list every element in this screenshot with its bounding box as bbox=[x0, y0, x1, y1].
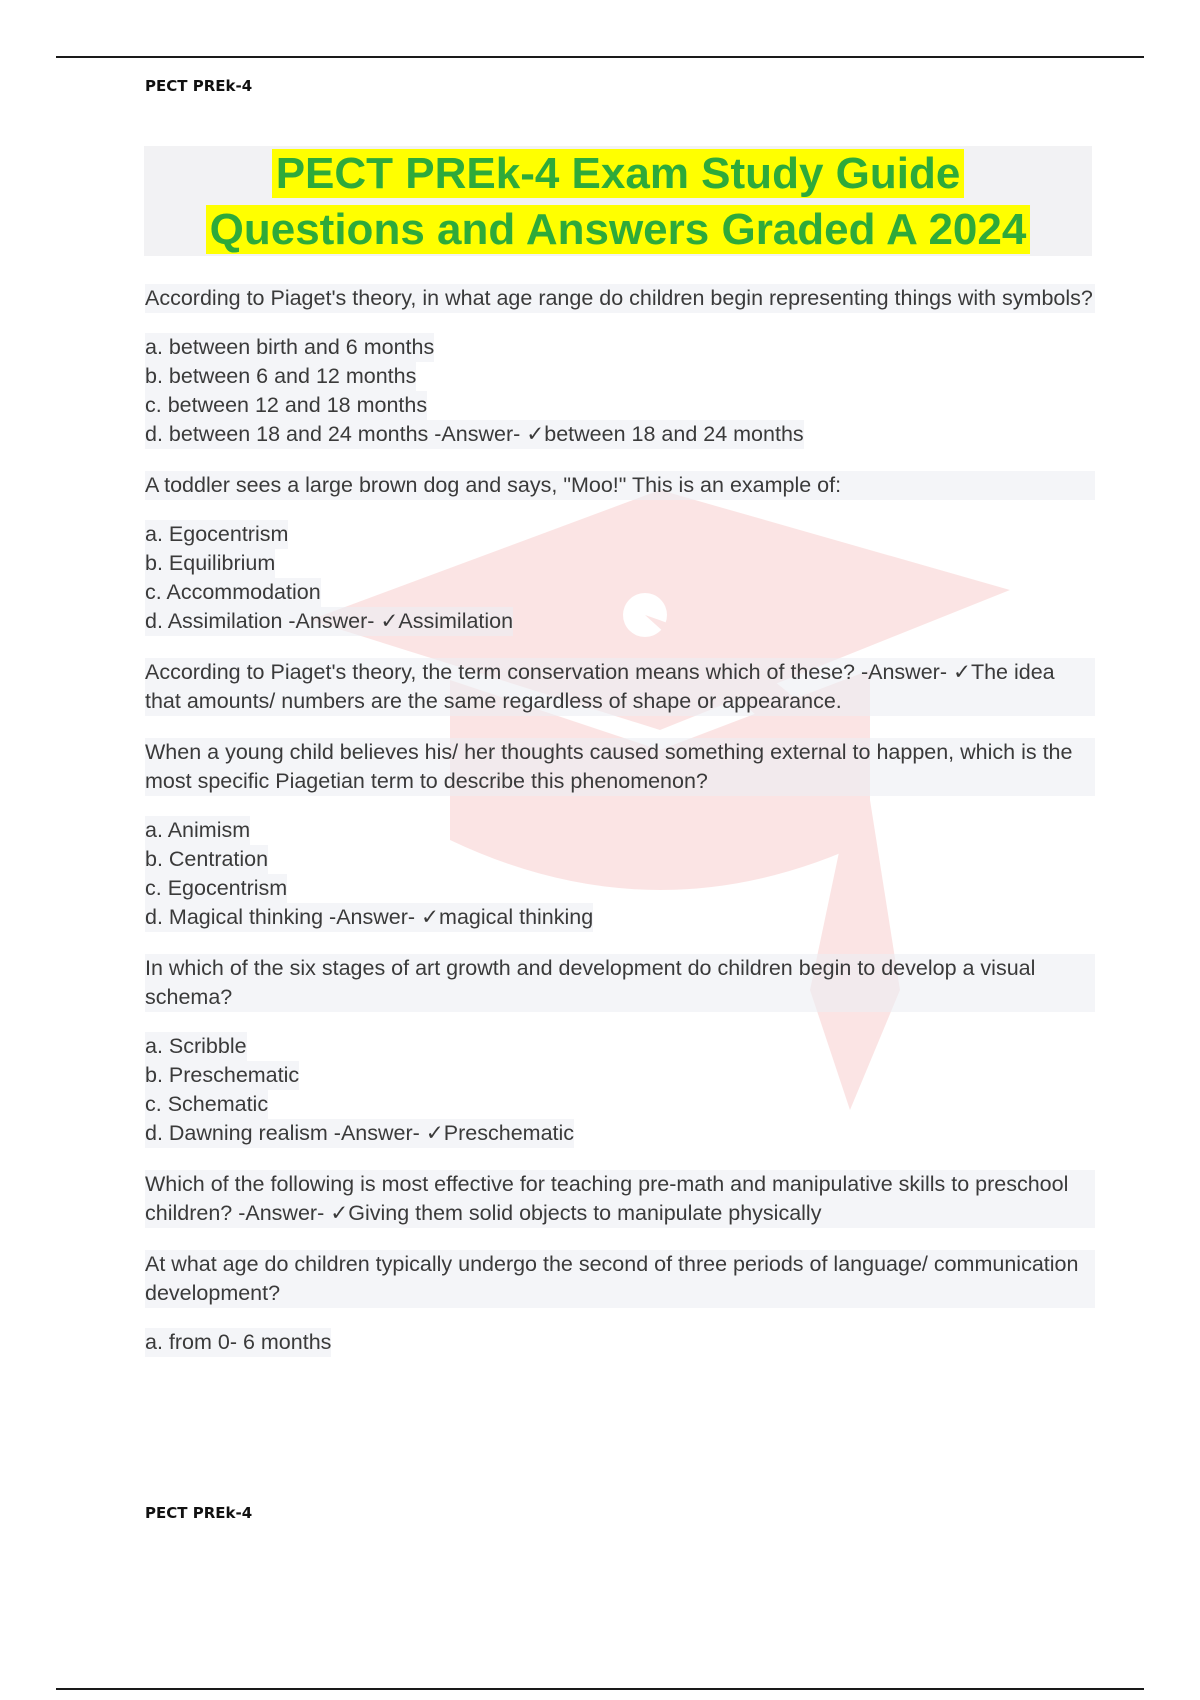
option: a. Animism bbox=[145, 816, 250, 845]
option: c. Schematic bbox=[145, 1090, 268, 1119]
options-2 bbox=[145, 520, 1095, 636]
option: c. between 12 and 18 months bbox=[145, 391, 427, 420]
bottom-rule bbox=[56, 1688, 1144, 1690]
option: a. Scribble bbox=[145, 1032, 247, 1061]
option: b. between 6 and 12 months bbox=[145, 362, 416, 391]
option: b. Preschematic bbox=[145, 1061, 299, 1090]
qa-content bbox=[145, 284, 1095, 1379]
option: a. from 0- 6 months bbox=[145, 1328, 331, 1357]
option: b. Centration bbox=[145, 845, 268, 874]
option: b. Equilibrium bbox=[145, 549, 275, 578]
question-5: In which of the six stages of art growth and development do children begin to develop a visual schema? bbox=[145, 954, 1095, 1012]
option-answer: d. Dawning realism -Answer- ✓Preschematic bbox=[145, 1119, 574, 1148]
question-7: At what age do children typically undergo the second of three periods of language/ communication development? bbox=[145, 1250, 1095, 1308]
title-line-1: PECT PREk-4 Exam Study Guide bbox=[272, 149, 965, 198]
options-4 bbox=[145, 816, 1095, 932]
question-1: According to Piaget's theory, in what age range do children begin representing things with symbols? bbox=[145, 284, 1095, 313]
question-2: A toddler sees a large brown dog and says, "Moo!" This is an example of: bbox=[145, 471, 1095, 500]
running-footer: PECT PREk-4 bbox=[145, 1504, 253, 1522]
running-header: PECT PREk-4 bbox=[145, 77, 253, 95]
options-7 bbox=[145, 1328, 1095, 1357]
option-answer: d. Magical thinking -Answer- ✓magical thinking bbox=[145, 903, 593, 932]
title-line-2: Questions and Answers Graded A 2024 bbox=[206, 205, 1031, 254]
question-6: Which of the following is most effective for teaching pre-math and manipulative skills to preschool children? -Answer- ✓Giving them solid objects to manipulate physically bbox=[145, 1170, 1095, 1228]
question-4: When a young child believes his/ her thoughts caused something external to happen, which is the most specific Piagetian term to describe this phenomenon? bbox=[145, 738, 1095, 796]
top-rule bbox=[56, 56, 1144, 58]
options-1 bbox=[145, 333, 1095, 449]
document-title bbox=[144, 146, 1092, 258]
option: c. Egocentrism bbox=[145, 874, 287, 903]
option-answer: d. Assimilation -Answer- ✓Assimilation bbox=[145, 607, 513, 636]
option: c. Accommodation bbox=[145, 578, 321, 607]
option: a. Egocentrism bbox=[145, 520, 288, 549]
option-answer: d. between 18 and 24 months -Answer- ✓between 18 and 24 months bbox=[145, 420, 804, 449]
options-5 bbox=[145, 1032, 1095, 1148]
option: a. between birth and 6 months bbox=[145, 333, 434, 362]
question-3: According to Piaget's theory, the term conservation means which of these? -Answer- ✓The idea that amounts/ numbers are the same regardless of shape or appearance. bbox=[145, 658, 1095, 716]
